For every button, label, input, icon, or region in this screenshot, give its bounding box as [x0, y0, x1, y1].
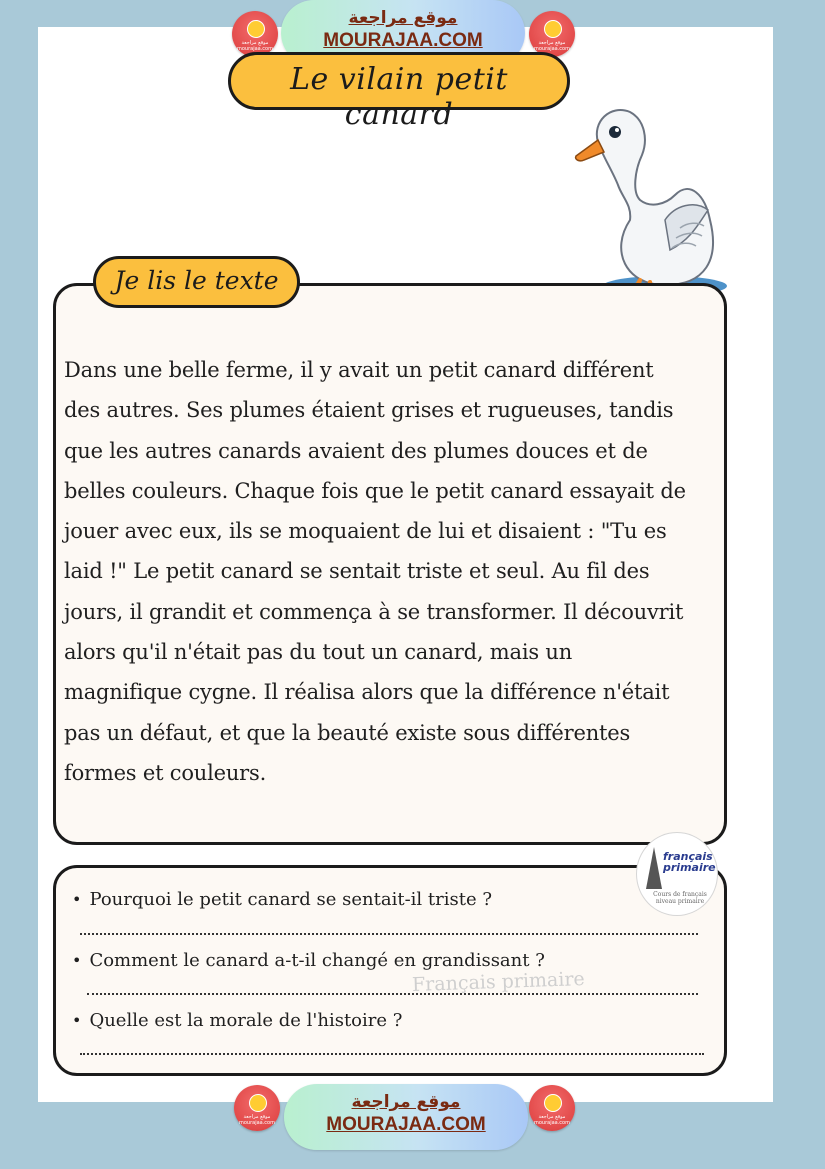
eiffel-tower-icon: [646, 847, 662, 889]
site-domain: MOURAJAA.COM: [323, 30, 483, 51]
bullet-icon: •: [72, 951, 82, 970]
question-1: [72, 889, 492, 910]
badge-text-domain: mourajaa.com: [533, 1120, 570, 1126]
badge-text-domain: mourajaa.com: [533, 46, 570, 52]
answer-line-1[interactable]: [80, 933, 698, 935]
site-domain: MOURAJAA.COM: [326, 1114, 486, 1135]
section-label-tab: [93, 256, 300, 308]
bullet-icon: •: [72, 890, 82, 909]
question-3: [72, 1010, 402, 1031]
badge-logo-icon: [249, 1094, 267, 1112]
site-banner-bottom[interactable]: [284, 1084, 528, 1150]
stamp-brand-line1: français: [663, 850, 713, 863]
bullet-icon: •: [72, 1011, 82, 1030]
site-name-arabic: موقع مراجعة: [351, 1092, 461, 1112]
site-badge-top-left: [232, 11, 278, 57]
badge-logo-icon: [544, 1094, 562, 1112]
site-badge-bottom-right: [529, 1085, 575, 1131]
site-name-arabic: موقع مراجعة: [348, 8, 458, 28]
section-label: Je lis le texte: [114, 266, 279, 295]
badge-text-domain: mourajaa.com: [236, 46, 273, 52]
badge-logo-icon: [247, 20, 265, 38]
badge-text-arabic: موقع مراجعة: [243, 1114, 271, 1120]
answer-line-3[interactable]: [80, 1053, 704, 1055]
stamp-caption: Cours de français niveau primaire: [653, 891, 707, 905]
logo-stamp: [636, 832, 718, 916]
badge-text-domain: mourajaa.com: [238, 1120, 275, 1126]
question-text: Quelle est la morale de l'histoire ?: [89, 1010, 403, 1031]
stamp-brand-line2: primaire: [663, 861, 716, 874]
badge-text-arabic: موقع مراجعة: [538, 1114, 566, 1120]
worksheet-title: [228, 52, 570, 132]
site-badge-bottom-left: [234, 1085, 280, 1131]
site-badge-top-right: [529, 11, 575, 57]
badge-text-arabic: موقع مراجعة: [538, 40, 566, 46]
question-2: [72, 950, 545, 971]
stamp-brand: [663, 851, 716, 873]
badge-logo-icon: [544, 20, 562, 38]
question-text: Comment le canard a-t-il changé en grandissant ?: [89, 950, 545, 971]
question-text: Pourquoi le petit canard se sentait-il triste ?: [89, 889, 492, 910]
badge-text-arabic: موقع مراجعة: [241, 40, 269, 46]
reading-text: Dans une belle ferme, il y avait un petit canard différent des autres. Ses plumes étaient grises et rugueuses, tandis que les autres canards avaient des plumes douces et de belles couleurs. Chaque fois que le petit canard essayait de jouer avec eux, ils se moquaient de lui et disaient : "Tu es laid !" Le petit canard se sentait triste et seul. Au fil des jours, il grandit et commença à se transformer. Il découvrit alors qu'il n'était pas du tout un canard, mais un magnifique cygne. Il réalisa alors que la différence n'était pas un défaut, et que la beauté existe sous différentes formes et couleurs.: [64, 358, 686, 785]
title-text: Le vilain petit canard: [290, 62, 508, 132]
answer-line-2[interactable]: [87, 993, 698, 995]
duck-illustration: [570, 100, 730, 305]
watermark-text: Français primaire: [411, 967, 586, 997]
